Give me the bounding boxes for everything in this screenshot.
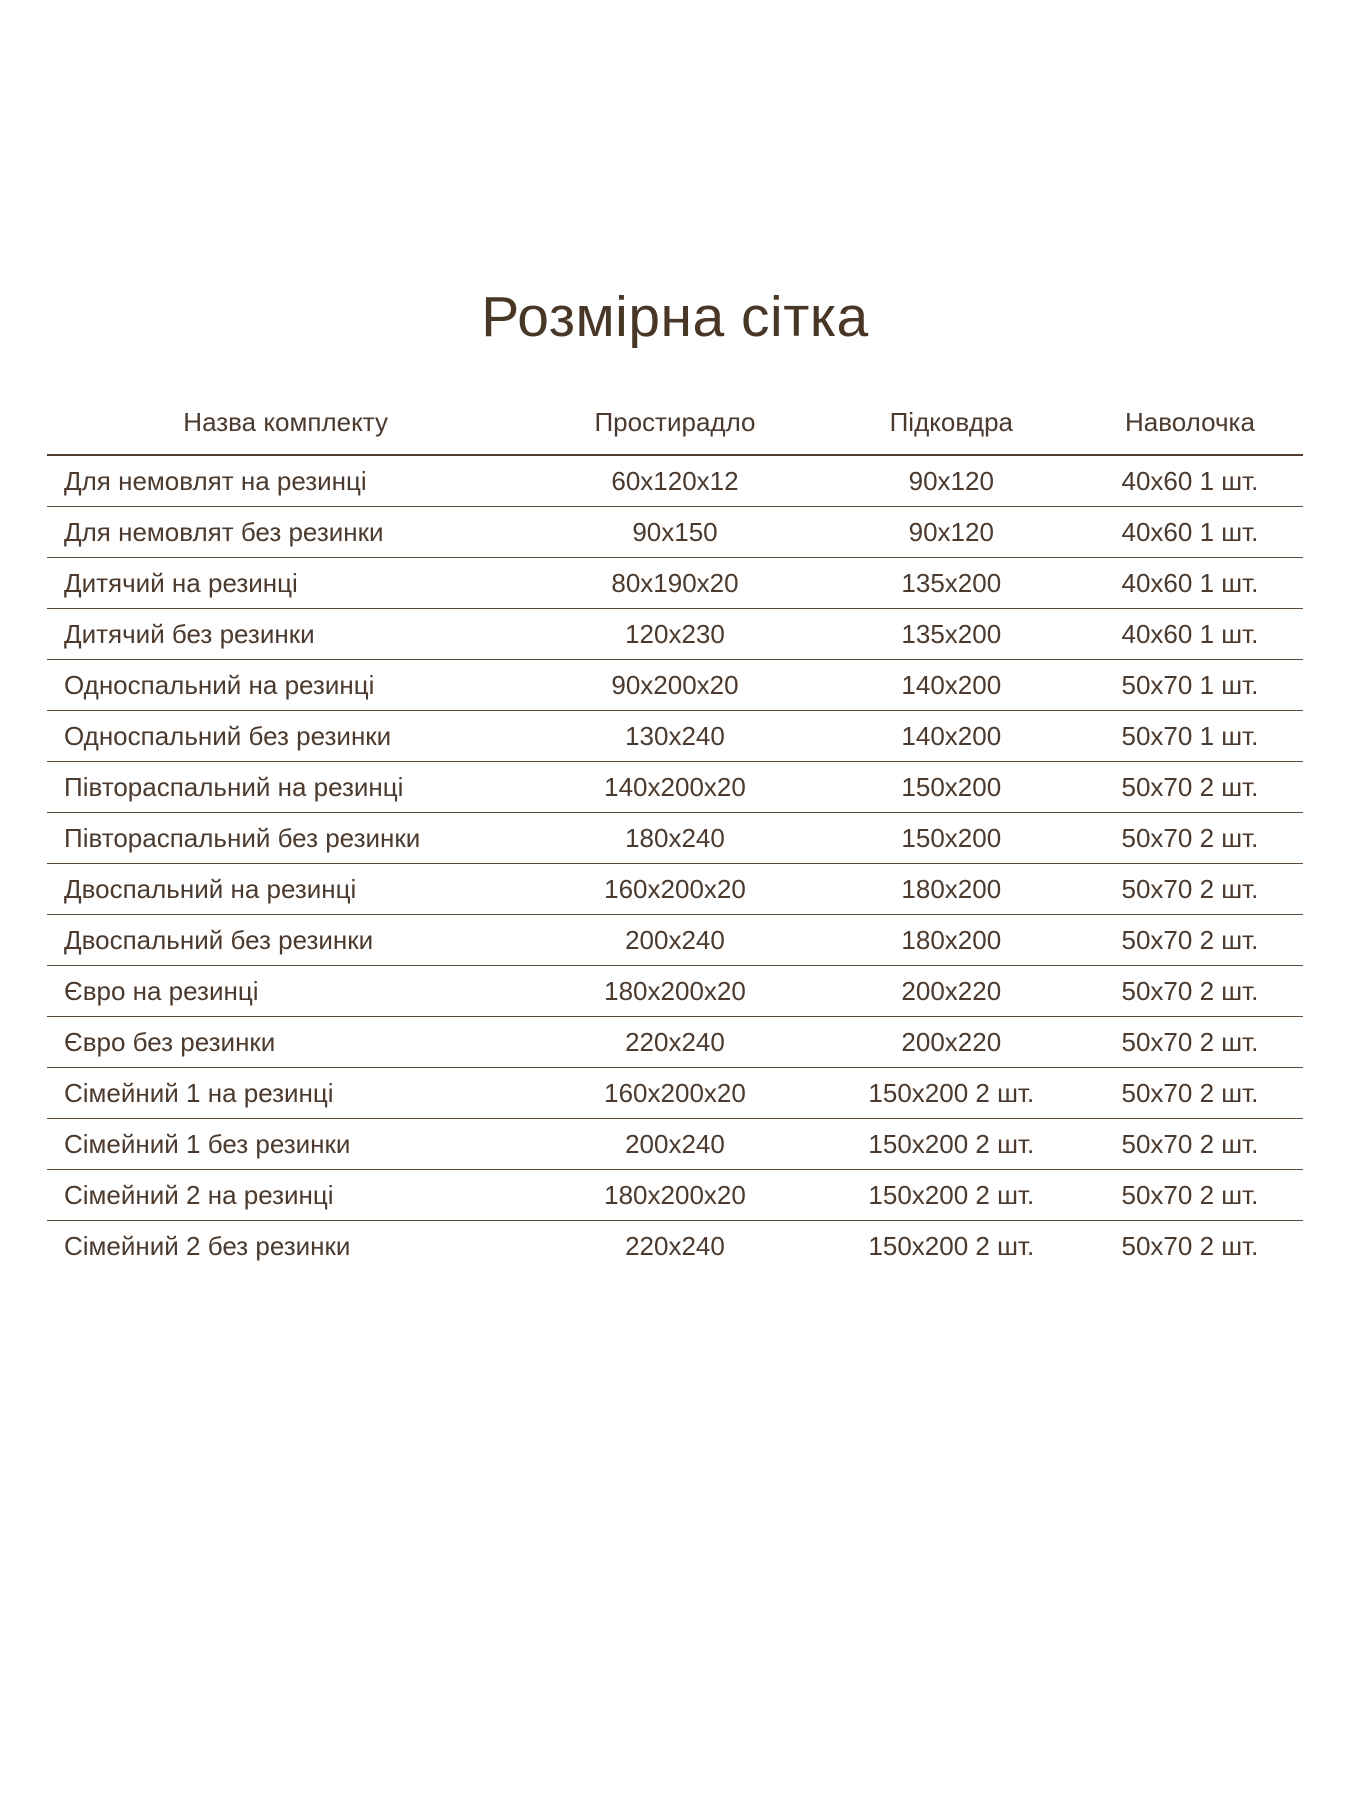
pillowcase-size-cell: 50х70 2 шт. [1121, 975, 1259, 1006]
pillowcase-size-cell: 50х70 1 шт. [1121, 720, 1259, 751]
duvet-size-cell: 150х200 2 шт. [868, 1230, 1035, 1261]
table-row [47, 558, 1303, 609]
sheet-size-cell: 200х240 [625, 924, 725, 955]
set-name-cell: Двоспальний без резинки [64, 924, 374, 955]
table-row [47, 1170, 1303, 1221]
table-row [47, 1221, 1303, 1272]
set-name-cell: Півтораспальний на резинці [64, 771, 404, 802]
sheet-size-cell: 160х200х20 [604, 1077, 746, 1108]
set-name-cell: Сімейний 2 на резинці [64, 1179, 334, 1210]
duvet-size-cell: 150х200 2 шт. [868, 1128, 1035, 1159]
table-row [47, 762, 1303, 813]
pillowcase-size-cell: 40х60 1 шт. [1121, 465, 1259, 496]
duvet-size-cell: 135х200 [901, 567, 1002, 598]
set-name-cell: Для немовлят на резинці [64, 465, 367, 496]
set-name-cell: Сімейний 2 без резинки [64, 1230, 351, 1261]
header-set-name: Назва комплекту [183, 406, 388, 437]
table-row [47, 455, 1303, 507]
duvet-size-cell: 180х200 [901, 873, 1002, 904]
sheet-size-cell: 180х240 [625, 822, 725, 853]
size-table-header [47, 390, 1303, 455]
duvet-size-cell: 150х200 2 шт. [868, 1179, 1035, 1210]
table-row [47, 711, 1303, 762]
table-row [47, 1068, 1303, 1119]
duvet-size-cell: 90х120 [908, 516, 994, 547]
duvet-size-cell: 150х200 [901, 771, 1002, 802]
pillowcase-size-cell: 50х70 1 шт. [1121, 669, 1259, 700]
duvet-size-cell: 150х200 [901, 822, 1002, 853]
set-name-cell: Дитячий без резинки [64, 618, 315, 649]
pillowcase-size-cell: 40х60 1 шт. [1121, 618, 1259, 649]
table-row [47, 915, 1303, 966]
pillowcase-size-cell: 50х70 2 шт. [1121, 822, 1259, 853]
sheet-size-cell: 60х120х12 [611, 465, 739, 496]
sheet-size-cell: 90х200х20 [611, 669, 739, 700]
sheet-size-cell: 140х200х20 [604, 771, 746, 802]
sheet-size-cell: 120х230 [625, 618, 725, 649]
duvet-size-cell: 135х200 [901, 618, 1002, 649]
pillowcase-size-cell: 40х60 1 шт. [1121, 567, 1259, 598]
pillowcase-size-cell: 50х70 2 шт. [1121, 1179, 1259, 1210]
table-row [47, 966, 1303, 1017]
pillowcase-size-cell: 50х70 2 шт. [1121, 1077, 1259, 1108]
duvet-size-cell: 140х200 [901, 720, 1002, 751]
set-name-cell: Односпальний без резинки [64, 720, 392, 751]
set-name-cell: Сімейний 1 на резинці [64, 1077, 334, 1108]
set-name-cell: Дитячий на резинці [64, 567, 298, 598]
duvet-size-cell: 180х200 [901, 924, 1002, 955]
sheet-size-cell: 200х240 [625, 1128, 725, 1159]
sheet-size-cell: 80х190х20 [611, 567, 739, 598]
set-name-cell: Півтораспальний без резинки [64, 822, 421, 853]
table-row [47, 660, 1303, 711]
size-table-body [47, 455, 1303, 1271]
table-row [47, 864, 1303, 915]
table-row [47, 609, 1303, 660]
sheet-size-cell: 160х200х20 [604, 873, 746, 904]
pillowcase-size-cell: 40х60 1 шт. [1121, 516, 1259, 547]
table-row [47, 813, 1303, 864]
page-title: Розмірна сітка [481, 285, 869, 349]
sheet-size-cell: 130х240 [625, 720, 725, 751]
duvet-size-cell: 140х200 [901, 669, 1002, 700]
pillowcase-size-cell: 50х70 2 шт. [1121, 1230, 1259, 1261]
set-name-cell: Євро без резинки [64, 1026, 276, 1057]
header-pillowcase: Наволочка [1124, 406, 1255, 437]
set-name-cell: Односпальний на резинці [64, 669, 375, 700]
pillowcase-size-cell: 50х70 2 шт. [1121, 771, 1259, 802]
set-name-cell: Двоспальний на резинці [64, 873, 357, 904]
duvet-size-cell: 150х200 2 шт. [868, 1077, 1035, 1108]
table-row [47, 1017, 1303, 1068]
set-name-cell: Для немовлят без резинки [64, 516, 384, 547]
size-table [47, 390, 1303, 1271]
sheet-size-cell: 180х200х20 [604, 975, 746, 1006]
header-row [47, 390, 1303, 455]
set-name-cell: Євро на резинці [64, 975, 259, 1006]
pillowcase-size-cell: 50х70 2 шт. [1121, 1128, 1259, 1159]
sheet-size-cell: 90х150 [632, 516, 718, 547]
set-name-cell: Сімейний 1 без резинки [64, 1128, 351, 1159]
sheet-size-cell: 220х240 [625, 1230, 725, 1261]
duvet-size-cell: 90х120 [908, 465, 994, 496]
sheet-size-cell: 180х200х20 [604, 1179, 746, 1210]
duvet-size-cell: 200х220 [901, 1026, 1002, 1057]
pillowcase-size-cell: 50х70 2 шт. [1121, 873, 1259, 904]
pillowcase-size-cell: 50х70 2 шт. [1121, 1026, 1259, 1057]
header-sheet: Простирадло [594, 406, 756, 437]
sheet-size-cell: 220х240 [625, 1026, 725, 1057]
table-row [47, 507, 1303, 558]
pillowcase-size-cell: 50х70 2 шт. [1121, 924, 1259, 955]
duvet-size-cell: 200х220 [901, 975, 1002, 1006]
table-row [47, 1119, 1303, 1170]
header-duvet-cover: Підковдра [889, 406, 1013, 437]
